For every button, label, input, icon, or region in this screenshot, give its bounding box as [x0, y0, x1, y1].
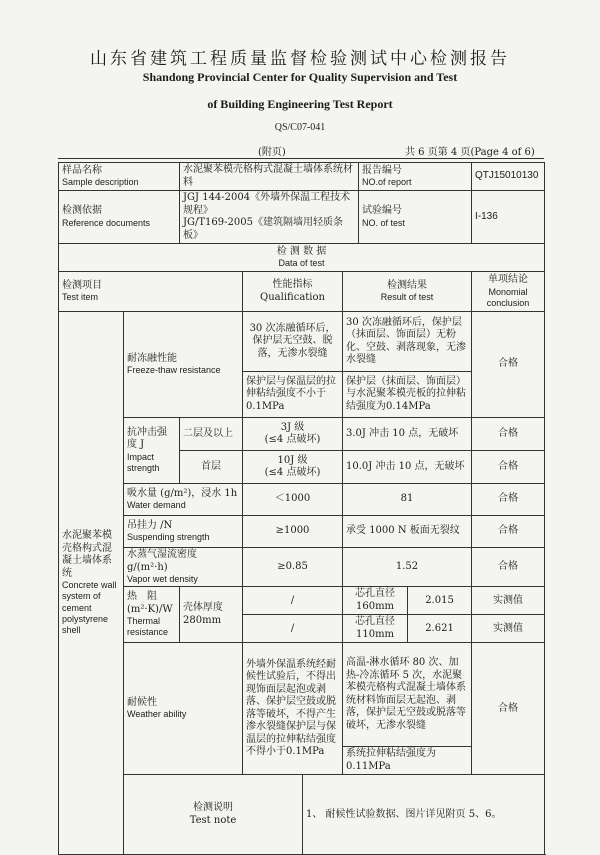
freeze-thaw-qual-1: 30 次冻融循环后，保护层无空鼓、脱落，无渗水裂缝	[243, 312, 343, 372]
report-no-value: QTJ15010130	[472, 163, 545, 191]
test-item-header: 检测项目 Test item	[59, 272, 243, 312]
impact-floor2-result: 3.0J 冲击 10 点，无破坏	[343, 418, 472, 451]
vapor-result: 1.52	[343, 548, 472, 587]
impact-floor1-result: 10.0J 冲击 10 点，无破坏	[343, 451, 472, 484]
suspending-conclusion: 合格	[472, 516, 545, 548]
suspending-qual: ≥1000	[243, 516, 343, 548]
test-no-value: I-136	[472, 191, 545, 244]
vapor-label: 水蒸气湿流密度 g/(m²·h) Vapor wet density	[124, 548, 243, 587]
test-note-label: 检测说明 Test note	[124, 775, 303, 855]
thermal-conclusion-1: 实测值	[472, 587, 545, 615]
system-name: 水泥聚苯模壳格构式混凝土墙体系统 Concrete wall system of cement polystyrene shell	[59, 312, 124, 855]
report-title-en-line2: of Building Engineering Test Report	[207, 97, 393, 111]
thermal-value-1: 2.015	[408, 587, 472, 615]
thermal-value-2: 2.621	[408, 615, 472, 643]
header-rule	[58, 158, 544, 159]
thermal-core-2: 芯孔直径 110mm	[343, 615, 408, 643]
test-no-label: 试验编号 NO. of test	[359, 191, 472, 244]
freeze-thaw-conclusion: 合格	[472, 312, 545, 418]
report-title-en-line1: Shandong Provincial Center for Quality Supervision and Test	[142, 70, 458, 84]
report-table	[58, 162, 545, 855]
report-title-cn: 山东省建筑工程质量监督检验测试中心检测报告	[90, 49, 510, 69]
thermal-label: 热 阻 (m²·K)/W Thermal resistance	[124, 587, 180, 643]
reference-label: 检测依据 Reference documents	[59, 191, 180, 244]
result-header: 检测结果 Result of test	[343, 272, 472, 312]
thermal-qual-1: /	[243, 587, 343, 615]
freeze-thaw-label: 耐冻融性能 Freeze-thaw resistance	[124, 312, 243, 418]
test-note-text: 1、 耐候性试验数据、图片详见附页 5、6。	[303, 775, 545, 855]
report-no-label: 报告编号 NO.of report	[359, 163, 472, 191]
weather-result-1: 高温-淋水循环 80 次、加热-冷冻循环 5 次，水泥聚苯模壳格构式混凝土墙体系统材料饰面层无起泡、剥落，保护层无空鼓或脱落等破坏，无渗水裂缝	[343, 643, 472, 747]
sample-label: 样品名称 Sample description	[59, 163, 180, 191]
thermal-core-1: 芯孔直径 160mm	[343, 587, 408, 615]
vapor-qual: ≥0.85	[243, 548, 343, 587]
freeze-thaw-result-1: 30 次冻融循环后，保护层（抹面层、饰面层）无粉化、空鼓、剥落现象，无渗水裂缝	[343, 312, 472, 372]
impact-floor2-qual: 3J 级 (≤4 点破坏)	[243, 418, 343, 451]
thermal-shell-label: 壳体厚度 280mm	[180, 587, 243, 643]
vapor-conclusion: 合格	[472, 548, 545, 587]
qualification-header: 性能指标 Qualification	[243, 272, 343, 312]
freeze-thaw-result-2: 保护层（抹面层、饰面层）与水泥聚苯模壳板的拉伸粘结强度为0.14MPa	[343, 372, 472, 418]
water-demand-label: 吸水量 (g/m²)，浸水 1h Water demand	[124, 484, 243, 516]
weather-result-2: 系统拉伸粘结强度为0.11MPa	[343, 747, 472, 775]
appendix-label: (附页)	[258, 147, 286, 158]
sample-value: 水泥聚苯模壳格构式混凝土墙体系统材料	[180, 163, 359, 191]
water-demand-conclusion: 合格	[472, 484, 545, 516]
impact-label: 抗冲击强度 J Impact strength	[124, 418, 180, 484]
thermal-conclusion-2: 实测值	[472, 615, 545, 643]
weather-conclusion: 合格	[472, 643, 545, 775]
impact-floor1-qual: 10J 级 (≤4 点破坏)	[243, 451, 343, 484]
thermal-qual-2: /	[243, 615, 343, 643]
impact-floor1-conclusion: 合格	[472, 451, 545, 484]
freeze-thaw-qual-2: 保护层与保温层的拉伸粘结强度不小于0.1MPa	[243, 372, 343, 418]
reference-value: JGJ 144-2004《外墙外保温工程技术规程》 JG/T169-2005《建筑隔墙用轻质条板》	[180, 191, 359, 244]
water-demand-qual: ＜1000	[243, 484, 343, 516]
suspending-result: 承受 1000 N 板面无裂纹	[343, 516, 472, 548]
data-of-test-title: 检 测 数 据 Data of test	[59, 244, 545, 272]
weather-label: 耐候性 Weather ability	[124, 643, 243, 775]
water-demand-result: 81	[343, 484, 472, 516]
impact-floor1-label: 首层	[180, 451, 243, 484]
weather-qual: 外墙外保温系统经耐候性试验后，不得出现饰面层起泡或剥落、保护层空鼓或脱落等破坏，不得产生渗水裂缝保护层与保温层的拉伸粘结强度不得小于0.1MPa	[243, 643, 343, 775]
impact-floor2-label: 二层及以上	[180, 418, 243, 451]
page-info: 共 6 页第 4 页(Page 4 of 6)	[405, 147, 535, 158]
suspending-label: 吊挂力 /N Suspending strength	[124, 516, 243, 548]
document-code: QS/C07-041	[274, 122, 326, 133]
impact-floor2-conclusion: 合格	[472, 418, 545, 451]
conclusion-header: 单项结论 Monomial conclusion	[472, 272, 545, 312]
